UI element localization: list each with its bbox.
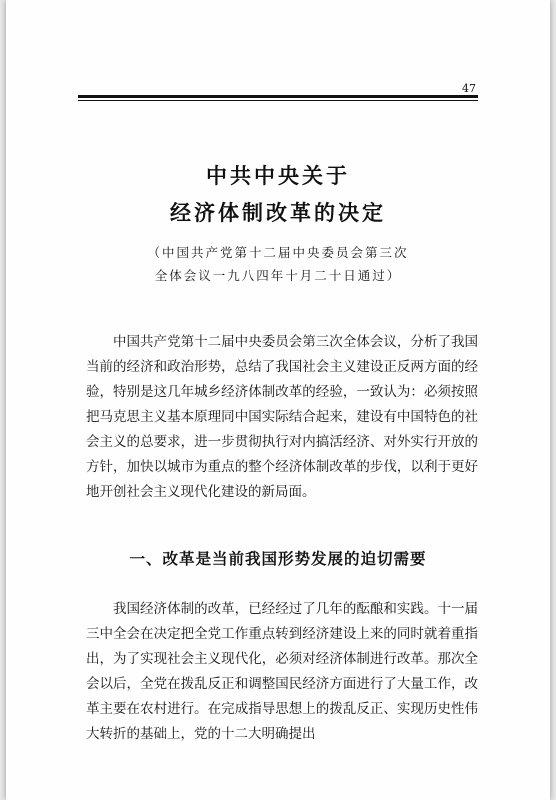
page-number: 47 xyxy=(462,82,476,95)
document-page xyxy=(6,0,550,800)
header-rule-thin xyxy=(78,100,478,101)
document-subtitle-line-1: （中国共产党第十二届中央委员会第三次 xyxy=(147,245,409,260)
section-paragraph: 我国经济体制的改革，已经经过了几年的酝酿和实践。十一届三中全会在决定把全党工作重点转到经济建设上来的同时就着重指出，为了实现社会主义现代化，必须对经济体制进行改革。那次全会以后，全党在拨乱反正和调整国民经济方面进行了大量工作，改革主要在农村进行。在完成指导思想上的拨乱反正、实现历史性伟大转折的基础上，党的十二大明确提出 xyxy=(86,601,478,742)
section-heading: 一、改革是当前我国形势发展的迫切需要 xyxy=(129,550,427,568)
intro-paragraph: 中国共产党第十二届中央委员会第三次全体会议，分析了我国当前的经济和政治形势，总结了我国社会主义建设正反两方面的经验，特别是这几年城乡经济体制改革的经验，一致认为：必须按照把马克思主义基本原理同中国实际结合起来，建设有中国特色的社会主义的总要求，进一步贯彻执行对内搞活经济、对外实行开放的方针，加快以城市为重点的整个经济体制改革的步伐，以利于更好地开创社会主义现代化建设的新局面。 xyxy=(86,334,478,500)
header-rule-thick xyxy=(78,95,478,98)
document-subtitle-line-2: 全体会议一九八四年十月二十日通过） xyxy=(154,268,402,283)
document-title-line-1: 中共中央关于 xyxy=(206,164,350,188)
document-title-line-2: 经济体制改革的决定 xyxy=(170,201,386,225)
